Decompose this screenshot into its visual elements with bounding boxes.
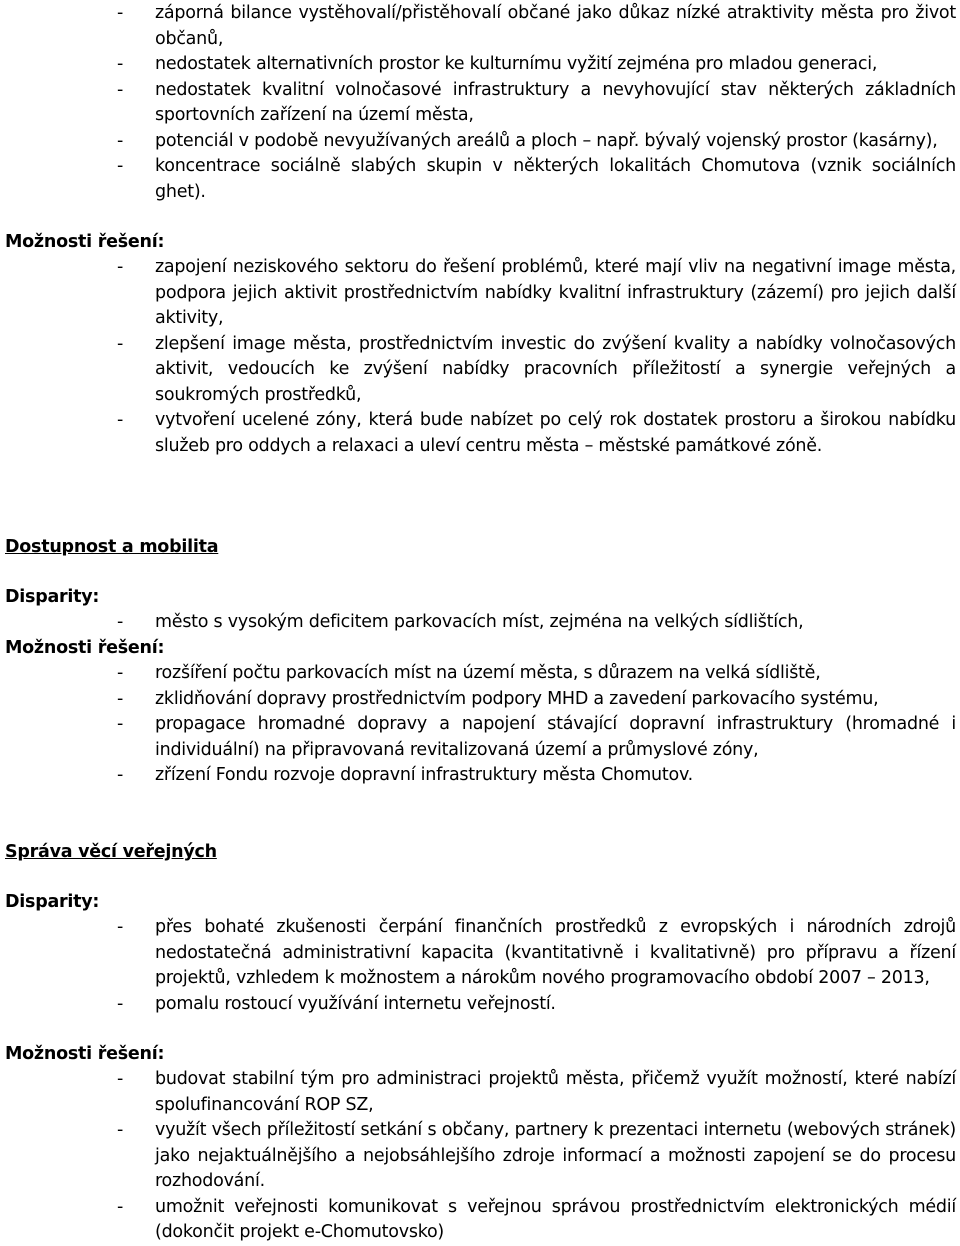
list-item-text: koncentrace sociálně slabých skupin v některých lokalitách Chomutova (vznik sociálních ghet).: [155, 156, 956, 202]
list-item: [0, 52, 960, 78]
bullet-dash: -: [117, 612, 124, 632]
bullet-dash: -: [117, 156, 124, 176]
bullet-dash: -: [117, 1120, 124, 1140]
section-title-sprava: Správa věcí veřejných: [5, 842, 217, 862]
list-item-text: propagace hromadné dopravy a napojení stávající dopravní infrastruktury (hromadné i individuální) na připravovaná revitalizovaná území a průmyslové zóny,: [155, 714, 956, 760]
list-item: [0, 1118, 960, 1195]
list-item-text: potenciál v podobě nevyužívaných areálů a ploch – např. bývalý vojenský prostor (kasárny),: [155, 130, 938, 151]
list-item: [0, 1195, 960, 1246]
bullet-dash: -: [117, 993, 124, 1014]
bullet-dash: -: [117, 688, 124, 709]
list-item: [0, 255, 960, 332]
list-item: [0, 610, 960, 636]
bullet-dash: -: [117, 663, 124, 683]
bullet-dash: -: [117, 130, 124, 151]
list-item-text: vytvoření ucelené zóny, která bude nabízet po celý rok dostatek prostoru a širokou nabídku služeb pro oddych a relaxaci a uleví centru města – městské památkové zóně.: [155, 410, 956, 456]
bullet-dash: -: [117, 257, 124, 277]
list-item-text: záporná bilance vystěhovalí/přistěhovalí občané jako důkaz nízké atraktivity města pro život občanů,: [155, 3, 956, 49]
list-item: [0, 129, 960, 155]
disparity-list: [0, 610, 960, 636]
list-item: [0, 332, 960, 409]
moznosti-reseni-list: [0, 1067, 960, 1246]
list-item: [0, 661, 960, 687]
list-item-text: pomalu rostoucí využívání internetu veřejností.: [155, 993, 556, 1014]
list-item: [0, 712, 960, 763]
list-item-text: město s vysokým deficitem parkovacích míst, zejména na velkých sídlištích,: [155, 612, 804, 632]
moznosti-reseni-heading: Možnosti řešení:: [5, 1044, 165, 1064]
disparity-list: [0, 915, 960, 1017]
list-item-text: rozšíření počtu parkovacích míst na území města, s důrazem na velká sídliště,: [155, 663, 821, 683]
list-item-text: zklidňování dopravy prostřednictvím podpory MHD a zavedení parkovacího systému,: [155, 688, 879, 709]
list-item: [0, 154, 960, 205]
disparity-heading: Disparity:: [5, 892, 100, 912]
list-item-text: využít všech příležitostí setkání s občany, partnery k prezentaci internetu (webových stránek) jako nejaktuálnějšího a nejobsáhlejšího zdroje informací a možnosti zapojení se do procesu rozhodování.: [155, 1120, 956, 1191]
bullet-dash: -: [117, 54, 124, 74]
list-item-text: zapojení neziskového sektoru do řešení problémů, které mají vliv na negativní image města, podpora jejich aktivit prostřednictvím nabídky kvalitní infrastruktury (zázemí) pro jejich další aktivity,: [155, 257, 956, 328]
bullet-dash: -: [117, 765, 124, 785]
bullet-dash: -: [117, 714, 124, 734]
moznosti-reseni-heading: Možnosti řešení:: [5, 232, 165, 252]
section-title-dostupnost: Dostupnost a mobilita: [5, 537, 219, 557]
bullet-dash: -: [117, 79, 124, 100]
bullet-dash: -: [117, 3, 124, 23]
list-item-text: nedostatek alternativních prostor ke kulturnímu vyžití zejména pro mladou generaci,: [155, 54, 878, 74]
list-item: [0, 992, 960, 1018]
moznosti-reseni-list: [0, 661, 960, 789]
list-item: [0, 78, 960, 129]
bullet-dash: -: [117, 917, 124, 937]
list-item-text: zlepšení image města, prostřednictvím investic do zvýšení kvality a nabídky volnočasových aktivit, vedoucích ke zvýšení nabídky pracovních příležitostí a synergie veřejných a soukromých prostředků,: [155, 333, 956, 405]
list-item-text: přes bohaté zkušenosti čerpání finančních prostředků z evropských i národních zdrojů nedostatečná administrativní kapacita (kvantitativně i kvalitativně) pro přípravu a řízení projektů, vzhledem k možnostem a nárokům nového programovacího období 2007 – 2013,: [155, 917, 956, 988]
disparity-list-continued: [0, 1, 960, 205]
bullet-dash: -: [117, 1196, 124, 1217]
list-item: [0, 763, 960, 789]
list-item: [0, 1067, 960, 1118]
moznosti-reseni-heading: Možnosti řešení:: [5, 638, 165, 658]
list-item-text: umožnit veřejnosti komunikovat s veřejnou správou prostřednictvím elektronických médií (dokončit projekt e-Chomutovsko): [155, 1196, 956, 1242]
list-item-text: budovat stabilní tým pro administraci projektů města, přičemž využít možností, které nabízí spolufinancování ROP SZ,: [155, 1069, 956, 1115]
list-item: [0, 687, 960, 713]
list-item-text: nedostatek kvalitní volnočasové infrastruktury a nevyhovující stav některých základních sportovních zařízení na území města,: [155, 79, 956, 125]
bullet-dash: -: [117, 333, 124, 354]
bullet-dash: -: [117, 1069, 124, 1089]
list-item: [0, 915, 960, 992]
bullet-dash: -: [117, 410, 124, 430]
list-item-text: zřízení Fondu rozvoje dopravní infrastruktury města Chomutov.: [155, 765, 693, 785]
list-item: [0, 408, 960, 459]
disparity-heading: Disparity:: [5, 587, 100, 607]
list-item: [0, 1, 960, 52]
moznosti-reseni-list: [0, 255, 960, 459]
